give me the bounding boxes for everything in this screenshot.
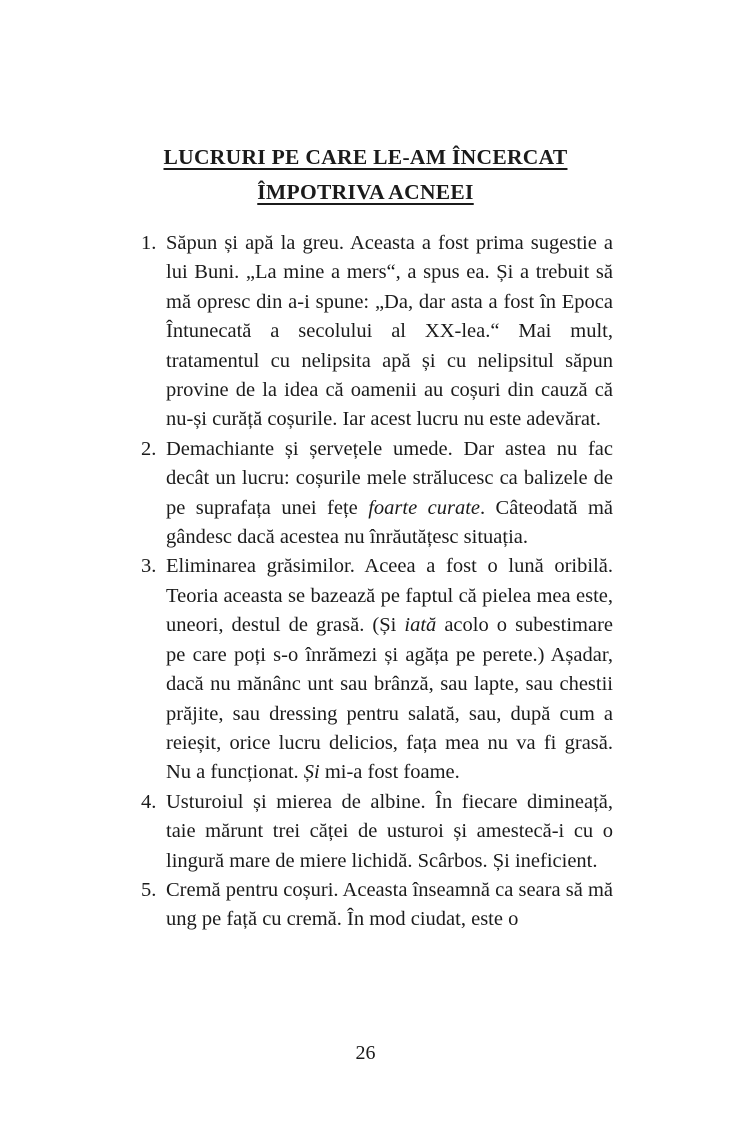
text-segment: . Câteodată mă gândesc dacă acestea nu înrăutățesc situația. [166,496,613,549]
list-item-text [166,788,613,876]
list-item [141,435,613,553]
list-item-text [166,552,613,787]
page-title-line-1: LUCRURI PE CARE LE-AM ÎNCERCAT [163,145,568,169]
text-segment: Săpun și apă la greu. Aceasta a fost prima sugestie a lui Buni. „La mine a mers“, a spus ea. Și a trebuit să mă opresc din a-i spune: „Da, dar asta a fost în Epoca Întunecată a secolului al XX-lea.“ Mai mult, tratamentul cu nelipsita apă și cu nelipsitul săpun provine de la idea că oamenii au coșuri din cauză că nu-și curăță coșurile. Iar acest lucru nu este adevărat. [166,232,613,431]
italic-text-segment: iată [404,614,437,637]
text-segment: Demachiante și șervețele umede. Dar astea nu fac decât un lucru: coșurile mele strălucesc ca balizele de pe suprafața unei fețe [166,437,613,519]
page-title [0,0,731,210]
text-segment: Cremă pentru coșuri. Aceasta înseamnă ca seara să mă ung pe față cu cremă. În mod ciudat, este o [166,878,613,931]
list-item [141,229,613,435]
text-segment: Eliminarea grăsimilor. Aceea a fost o lună oribilă. Teoria aceasta se bazează pe faptul că pielea mea este, uneori, destul de grasă. (Și [166,555,613,637]
list-item-number: 5. [141,878,157,901]
list-item-text [166,876,613,935]
italic-text-segment: foarte curate [368,496,480,519]
list-item-number: 1. [141,232,157,254]
page-title-line-2: ÎMPOTRIVA ACNEEI [257,180,474,204]
list-item [141,876,613,935]
list-item-number: 2. [141,437,157,460]
list-item-text [166,229,613,435]
italic-text-segment: Și [303,761,320,784]
list-item [141,552,613,787]
text-segment: mi-a fost foame. [319,761,460,784]
text-segment: Usturoiul și mierea de albine. În fiecare dimineață, taie mărunt trei căței de usturoi și amestecă-i cu o lingură mare de miere lichidă. Scârbos. Și ineficient. [166,790,613,872]
list-item-text [166,435,613,553]
list-item-number: 4. [141,790,157,813]
list-item-number: 3. [141,555,157,578]
numbered-list [141,229,613,935]
list-item [141,788,613,876]
text-segment: acolo o subestimare pe care poți s-o înrămezi și agăța pe perete.) Așadar, dacă nu mănânc unt sau brânză, sau lapte, sau chestii prăjite, sau dressing pentru salată, sau, după cum a reieșit, orice lucru delicios, fața mea nu va fi grasă. Nu a funcționat. [166,614,613,784]
page-number: 26 [355,1042,376,1064]
